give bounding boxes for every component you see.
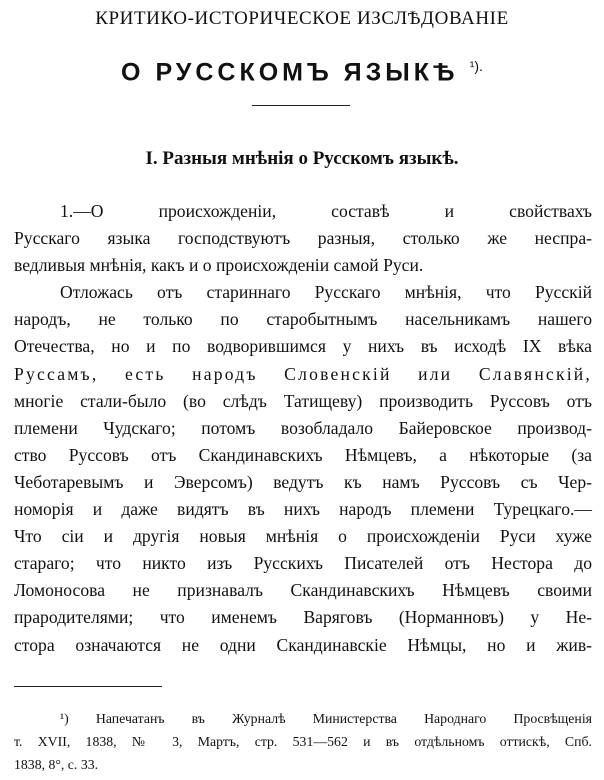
body-line: номорія и даже видятъ въ нихъ народъ племени Турецкаго.— — [14, 499, 592, 520]
body-line: народъ, не только по старобытнымъ насельникамъ нашего — [14, 309, 592, 330]
section-heading: I. Разныя мнѣнія о Русскомъ языкѣ. — [145, 148, 459, 169]
document-title — [0, 58, 604, 87]
body-line: Руссамъ, есть народъ Словенскій или Славянскій, — [14, 363, 592, 384]
title-footnote-marker: ¹). — [469, 58, 483, 74]
body-line: Что сіи и другія новыя мнѣнія о происхожденіи Руси хуже — [14, 526, 592, 547]
body-line: 1.—О происхожденіи, составѣ и свойствахъ — [60, 201, 592, 221]
body-line: Отечества, но и по водворившимся у нихъ въ исходѣ IX вѣка — [14, 336, 592, 357]
body-line: стора означаются не одни Скандинавскіе Нѣмцы, но и жив- — [14, 634, 592, 655]
body-line: Отложась отъ стариннаго Русскаго мнѣнія, что Русскій — [60, 282, 592, 303]
body-line: многіе стали-было (во слѣдъ Татищеву) производить Руссовъ отъ — [14, 390, 592, 411]
footnote-divider — [14, 686, 162, 687]
footnote-line: т. XVII, 1838, № 3, Мартъ, стр. 531—562 и въ отдѣльномъ оттискѣ, Спб. — [14, 734, 592, 749]
body-text — [14, 198, 592, 659]
body-line: Чеботаревымъ и Эверсомъ) ведутъ къ намъ Руссовъ съ Чер- — [14, 471, 592, 492]
body-line: ведливыя мнѣнія, какъ и о происхожденіи самой Руси. — [14, 255, 424, 276]
footnotes — [14, 707, 592, 776]
document-title-text: О РУССКОМЪ ЯЗЫКѢ — [121, 58, 459, 87]
body-line: ство Руссовъ отъ Скандинавскихъ Нѣмцевъ, а нѣкоторые (за — [14, 444, 592, 465]
body-line: Ломоносова не признавалъ Скандинавскихъ Нѣмцевъ своими — [14, 580, 592, 601]
body-line: Русскаго языка господствуютъ разныя, столько же неспра- — [14, 228, 592, 249]
body-line: прародителями; что именемъ Варяговъ (Норманновъ) у Не- — [14, 607, 592, 628]
footnote-line: 1838, 8°, с. 33. — [14, 757, 99, 772]
document-supertitle: КРИТИКО-ИСТОРИЧЕСКОЕ ИЗСЛѢДОВАНІЕ — [95, 8, 509, 29]
title-divider — [252, 105, 350, 106]
footnote-line: ¹) Напечатанъ въ Журналѣ Министерства Народнаго Просвѣщенія — [60, 711, 592, 726]
body-line: племени Чудскаго; потомъ возобладало Байеровское производ- — [14, 417, 592, 438]
body-line: стараго; что никто изъ Русскихъ Писателей отъ Нестора до — [14, 553, 592, 574]
